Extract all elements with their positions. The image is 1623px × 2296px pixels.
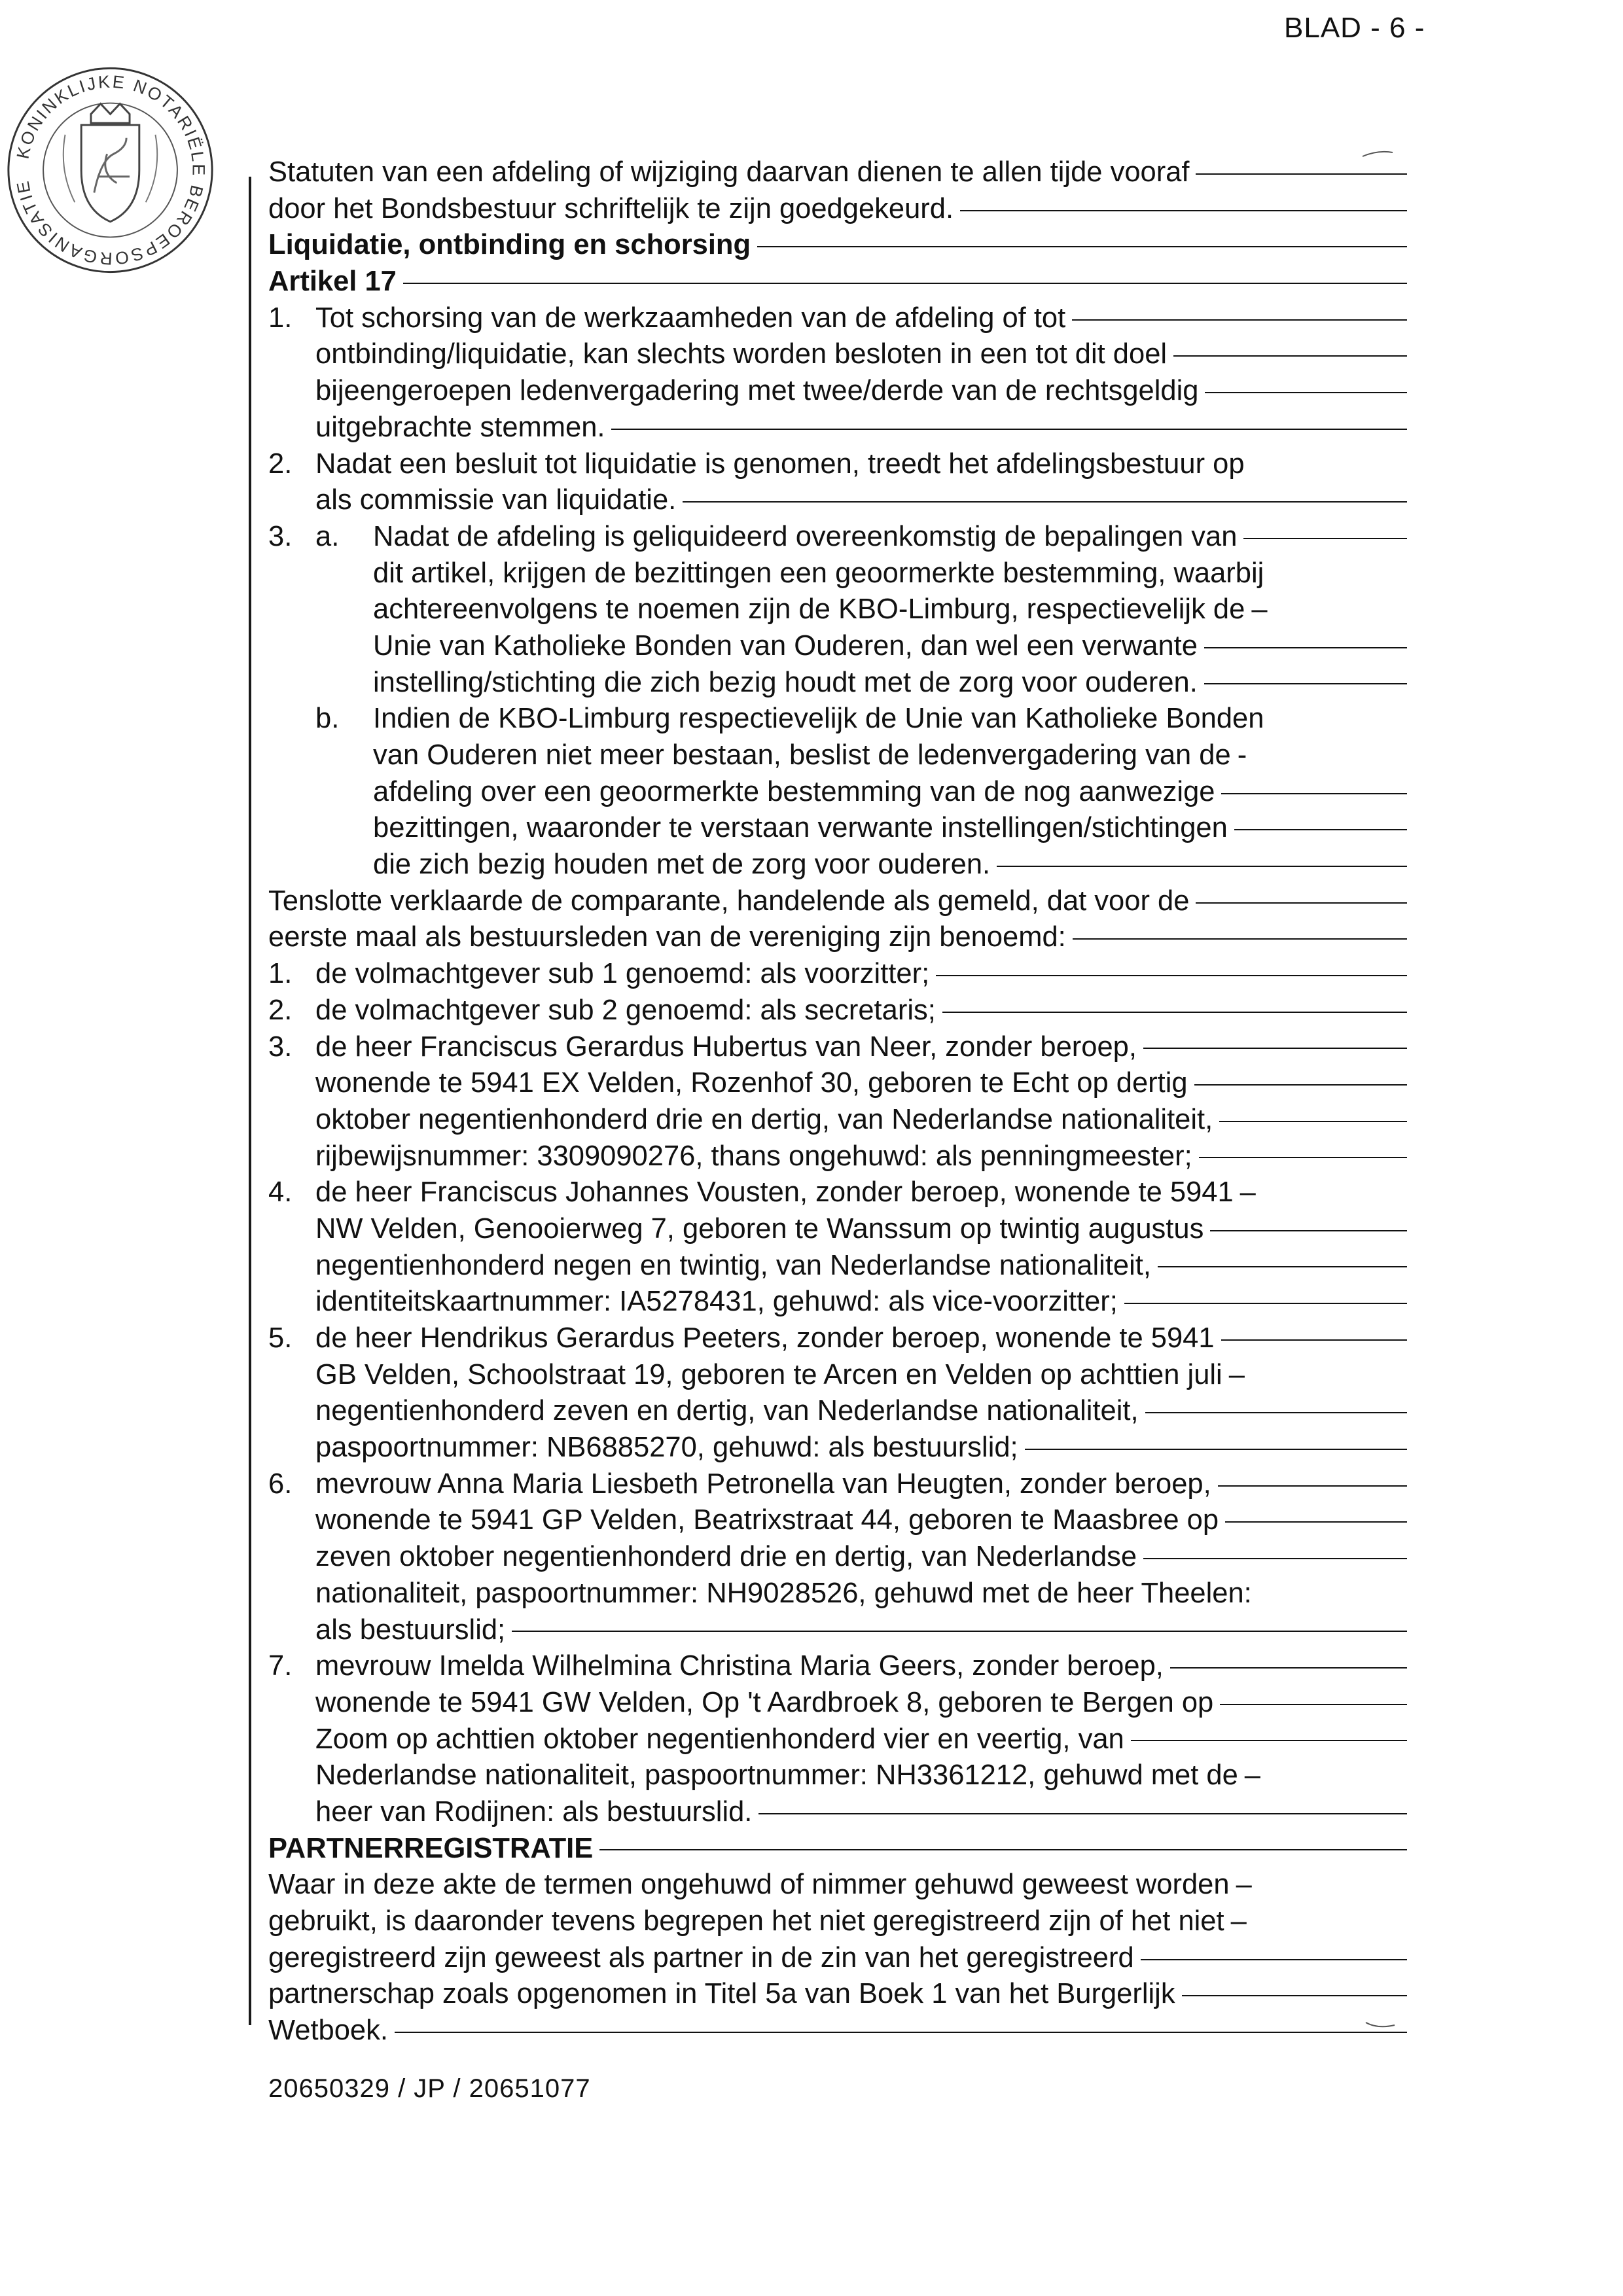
hand-mark-top [1361, 147, 1394, 160]
filler-rule [1196, 173, 1407, 175]
footer-reference: 20650329 / JP / 20651077 [268, 2074, 591, 2103]
filler-rule [1131, 1740, 1407, 1741]
page-number: BLAD - 6 - [1284, 12, 1425, 44]
text-line [268, 1248, 1407, 1284]
line-text: eerste maal als bestuursleden van de vereniging zijn benoemd: [268, 921, 1066, 953]
text-line [268, 1284, 1407, 1320]
line-end-dash: – [1244, 1759, 1260, 1792]
line-text: oktober negentienhonderd drie en dertig, van Nederlandse nationaliteit, [315, 1103, 1213, 1135]
text-line [268, 1320, 1407, 1357]
text-line [268, 1685, 1407, 1722]
line-text: rijbewijsnummer: 3309090276, thans ongehuwd: als penningmeester; [315, 1140, 1192, 1172]
text-line [268, 1029, 1407, 1066]
line-text: door het Bondsbestuur schriftelijk te zijn goedgekeurd. [268, 192, 954, 224]
filler-rule [1145, 1412, 1407, 1413]
filler-rule [395, 2032, 1407, 2033]
list-number: 2. [268, 994, 293, 1026]
line-text: nationaliteit, paspoortnummer: NH9028526, gehuwd met de heer Theelen: [315, 1577, 1252, 1609]
filler-rule [1221, 793, 1407, 794]
left-margin-rule [249, 177, 251, 2025]
filler-rule [1182, 1995, 1407, 1996]
text-line [268, 956, 1407, 993]
line-text: GB Velden, Schoolstraat 19, geboren te Arcen en Velden op achttien juli [315, 1358, 1222, 1390]
line-text: de volmachtgever sub 2 genoemd: als secretaris; [315, 994, 936, 1026]
text-line [268, 883, 1407, 920]
line-text: mevrouw Imelda Wilhelmina Christina Maria Geers, zonder beroep, [315, 1650, 1164, 1682]
filler-rule [1143, 1558, 1407, 1559]
line-end-dash: – [1251, 593, 1268, 626]
filler-rule [599, 1849, 1407, 1850]
line-text: partnerschap zoals opgenomen in Titel 5a van Boek 1 van het Burgerlijk [268, 1978, 1175, 2010]
line-text: Tot schorsing van de werkzaamheden van de afdeling of tot [315, 302, 1066, 334]
line-text: de heer Franciscus Johannes Vousten, zonder beroep, wonende te 5941 [315, 1176, 1234, 1209]
filler-rule [512, 1631, 1407, 1632]
filler-rule [1204, 647, 1407, 648]
text-line [268, 1139, 1407, 1175]
line-text: negentienhonderd negen en twintig, van Nederlandse nationaliteit, [315, 1249, 1151, 1281]
text-line [268, 2013, 1407, 2049]
text-line [268, 1174, 1407, 1211]
line-text: mevrouw Anna Maria Liesbeth Petronella van Heugten, zonder beroep, [315, 1468, 1211, 1500]
line-text: Nederlandse nationaliteit, paspoortnummer: NH3361212, gehuwd met de [315, 1759, 1238, 1792]
filler-rule [1124, 1303, 1407, 1304]
text-line [268, 1102, 1407, 1139]
line-text: identiteitskaartnummer: IA5278431, gehuwd: als vice-voorzitter; [315, 1286, 1118, 1318]
line-end-dash: - [1237, 739, 1247, 771]
line-end-dash: – [1230, 1905, 1247, 1937]
filler-rule [1243, 538, 1407, 539]
text-line [268, 774, 1407, 811]
filler-rule [1204, 683, 1407, 684]
text-line [268, 1576, 1407, 1612]
line-text: Wetboek. [268, 2015, 388, 2047]
list-number: 2. [268, 448, 293, 480]
filler-rule [1170, 1667, 1407, 1669]
line-text: instelling/stichting die zich bezig houdt met de zorg voor ouderen. [373, 666, 1198, 698]
filler-rule [960, 210, 1407, 211]
line-text: van Ouderen niet meer bestaan, beslist de ledenvergadering van de [373, 739, 1231, 771]
text-line [268, 1502, 1407, 1539]
text-line [268, 191, 1407, 228]
list-number: 5. [268, 1322, 293, 1354]
line-text: Zoom op achttien oktober negentienhonderd vier en veertig, van [315, 1723, 1124, 1755]
line-text: Unie van Katholieke Bonden van Ouderen, dan wel een verwante [373, 629, 1198, 662]
filler-rule [1072, 319, 1407, 321]
filler-rule [1025, 1449, 1407, 1450]
text-line [268, 628, 1407, 665]
filler-rule [1158, 1266, 1407, 1267]
line-text: geregistreerd zijn geweest als partner in de zin van het geregistreerd [268, 1941, 1134, 1973]
text-line [268, 1539, 1407, 1576]
line-text: de heer Hendrikus Gerardus Peeters, zonder beroep, wonende te 5941 [315, 1322, 1215, 1354]
line-text: Liquidatie, ontbinding en schorsing [268, 229, 751, 261]
line-text: gebruikt, is daaronder tevens begrepen het niet geregistreerd zijn of het niet [268, 1905, 1224, 1937]
text-line [268, 919, 1407, 956]
filler-rule [1194, 1084, 1407, 1086]
text-line [268, 1940, 1407, 1977]
text-line [268, 1393, 1407, 1430]
text-line [268, 519, 1407, 556]
line-text: NW Velden, Genooierweg 7, geboren te Wanssum op twintig augustus [315, 1212, 1204, 1245]
list-number: 6. [268, 1468, 293, 1500]
text-line [268, 373, 1407, 410]
line-text: bijeengeroepen ledenvergadering met twee/derde van de rechtsgeldig [315, 375, 1199, 407]
notary-seal [4, 62, 217, 278]
filler-rule [1225, 1521, 1407, 1523]
filler-rule [942, 1012, 1407, 1013]
svg-text:KONINKLIJKE NOTARIËLE BEROEPSO [12, 72, 209, 269]
filler-rule [1220, 1704, 1407, 1705]
hand-mark-bottom [1364, 2019, 1397, 2032]
line-text: de heer Franciscus Gerardus Hubertus van Neer, zonder beroep, [315, 1031, 1137, 1063]
line-text: Waar in deze akte de termen ongehuwd of nimmer gehuwd geweest worden [268, 1869, 1230, 1901]
line-end-dash: – [1240, 1176, 1256, 1209]
list-number: 1. [268, 958, 293, 990]
line-text: paspoortnummer: NB6885270, gehuwd: als bestuurslid; [315, 1432, 1018, 1464]
line-text: negentienhonderd zeven en dertig, van Nederlandse nationaliteit, [315, 1395, 1139, 1427]
filler-rule [611, 429, 1407, 430]
line-text: wonende te 5941 GW Velden, Op 't Aardbroek 8, geboren te Bergen op [315, 1686, 1214, 1718]
line-text: afdeling over een geoormerkte bestemming van de nog aanwezige [373, 775, 1215, 807]
section-heading-line [268, 1831, 1407, 1867]
text-line [268, 1065, 1407, 1102]
line-end-dash: – [1236, 1869, 1252, 1901]
filler-rule [1141, 1959, 1407, 1960]
text-line [268, 154, 1407, 191]
text-line [268, 810, 1407, 847]
text-line [268, 993, 1407, 1029]
filler-rule [1219, 1121, 1407, 1122]
text-line [268, 701, 1407, 737]
filler-rule [1221, 1339, 1407, 1341]
text-line [268, 300, 1407, 337]
line-text: Statuten van een afdeling of wijziging daarvan dienen te allen tijde vooraf [268, 156, 1190, 188]
line-text: de volmachtgever sub 1 genoemd: als voorzitter; [315, 958, 930, 990]
filler-rule [1205, 392, 1407, 393]
filler-rule [757, 246, 1407, 247]
line-text: dit artikel, krijgen de bezittingen een geoormerkte bestemming, waarbij [373, 557, 1264, 589]
section-heading-line [268, 227, 1407, 264]
line-end-dash: – [1228, 1358, 1245, 1390]
text-line [268, 1757, 1407, 1794]
filler-rule [1173, 355, 1407, 357]
text-line [268, 556, 1407, 592]
text-line [268, 592, 1407, 628]
filler-rule [997, 866, 1407, 867]
text-line [268, 1648, 1407, 1685]
line-text: uitgebrachte stemmen. [315, 411, 605, 443]
line-text: zeven oktober negentienhonderd drie en dertig, van Nederlandse [315, 1541, 1137, 1573]
line-text: PARTNERREGISTRATIE [268, 1832, 594, 1864]
line-text: Nadat een besluit tot liquidatie is genomen, treedt het afdelingsbestuur op [315, 448, 1245, 480]
list-number: 1. [268, 302, 293, 334]
list-number: 7. [268, 1650, 293, 1682]
coat-of-arms-icon [63, 104, 158, 222]
line-text: Nadat de afdeling is geliquideerd overeenkomstig de bepalingen van [373, 520, 1238, 552]
text-line [268, 1211, 1407, 1248]
line-text: Indien de KBO-Limburg respectievelijk de Unie van Katholieke Bonden [373, 703, 1264, 735]
filler-rule [1234, 829, 1407, 830]
text-line [268, 1357, 1407, 1394]
text-line [268, 1903, 1407, 1940]
filler-rule [1196, 902, 1407, 904]
filler-rule [683, 501, 1407, 503]
line-text: die zich bezig houden met de zorg voor ouderen. [373, 849, 991, 881]
text-line [268, 665, 1407, 701]
line-text: achtereenvolgens te noemen zijn de KBO-Limburg, respectievelijk de [373, 593, 1245, 626]
line-text: wonende te 5941 GP Velden, Beatrixstraat 44, geboren te Maasbree op [315, 1504, 1219, 1536]
line-text: heer van Rodijnen: als bestuurslid. [315, 1795, 753, 1828]
line-text: ontbinding/liquidatie, kan slechts worden besloten in een tot dit doel [315, 338, 1168, 370]
text-line [268, 1794, 1407, 1831]
line-text: als commissie van liquidatie. [315, 484, 677, 516]
filler-rule [1199, 1157, 1407, 1158]
section-heading-line [268, 264, 1407, 300]
text-line [268, 847, 1407, 883]
text-line [268, 446, 1407, 483]
seal-ring-text: KONINKLIJKE NOTARIËLE BEROEPSORGANISATIE [12, 71, 209, 269]
text-line [268, 1976, 1407, 2013]
text-line [268, 410, 1407, 446]
filler-rule [1143, 1048, 1407, 1049]
list-number: 3. [268, 1031, 293, 1063]
line-text: Tenslotte verklaarde de comparante, handelende als gemeld, dat voor de [268, 885, 1190, 917]
list-sub-letter: b. [315, 703, 340, 735]
text-line [268, 1612, 1407, 1649]
filler-rule [1210, 1230, 1407, 1231]
text-line [268, 1466, 1407, 1503]
filler-rule [936, 975, 1407, 976]
text-line [268, 737, 1407, 774]
line-text: Artikel 17 [268, 266, 397, 298]
text-line [268, 1430, 1407, 1466]
filler-rule [1218, 1485, 1407, 1487]
line-text: wonende te 5941 EX Velden, Rozenhof 30, geboren te Echt op dertig [315, 1067, 1188, 1099]
document-body [268, 154, 1407, 2049]
text-line [268, 482, 1407, 519]
filler-rule [403, 283, 1407, 284]
list-sub-letter: a. [315, 520, 340, 552]
filler-rule [1073, 938, 1407, 940]
list-number: 3. [268, 520, 293, 552]
text-line [268, 1722, 1407, 1758]
text-line [268, 336, 1407, 373]
line-text: bezittingen, waaronder te verstaan verwante instellingen/stichtingen [373, 812, 1228, 844]
line-text: als bestuurslid; [315, 1614, 506, 1646]
text-line [268, 1867, 1407, 1903]
filler-rule [758, 1813, 1407, 1814]
list-number: 4. [268, 1176, 293, 1209]
